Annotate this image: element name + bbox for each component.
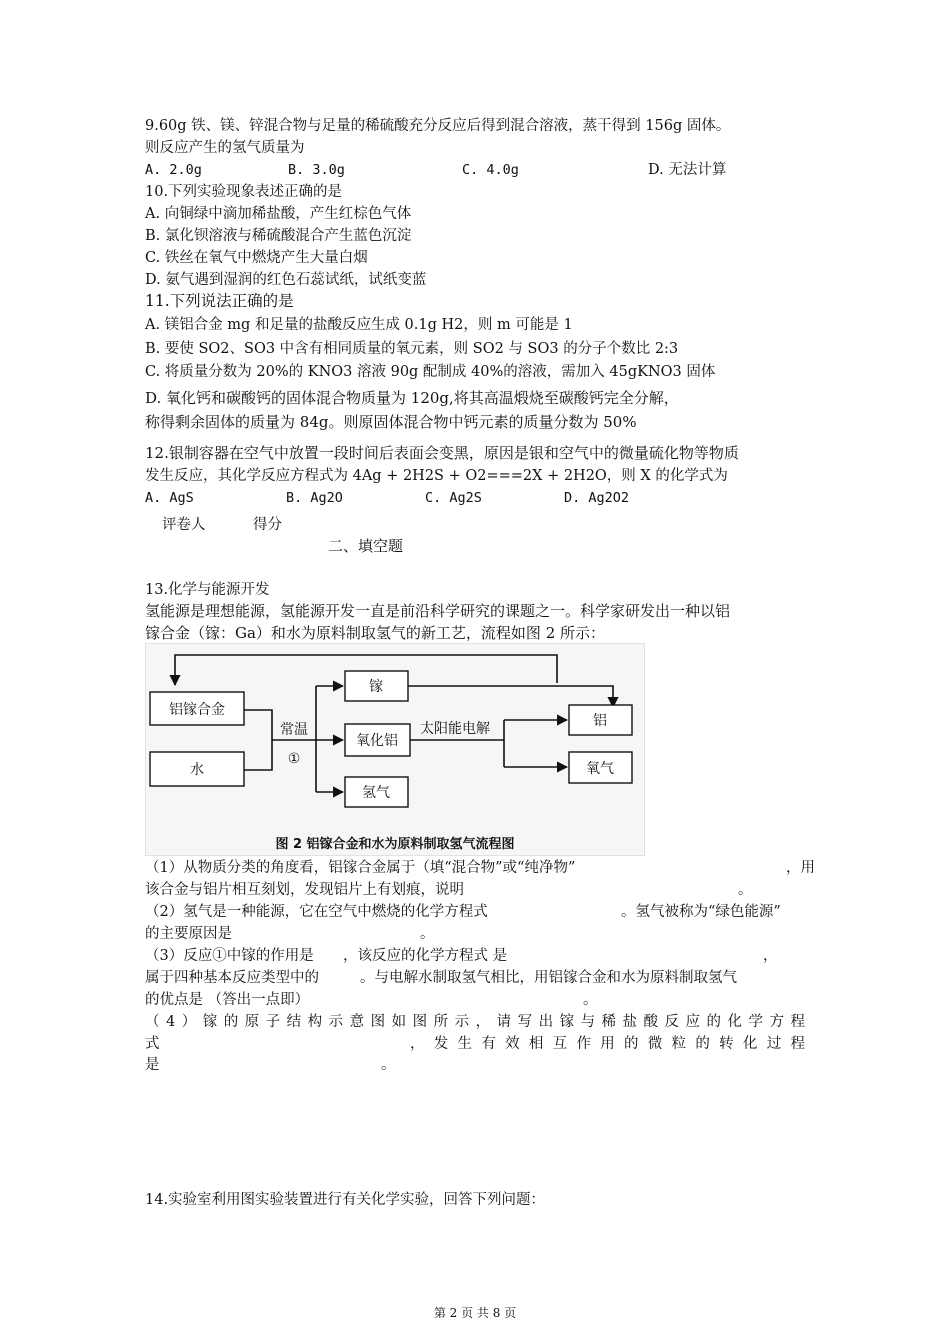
label-hydrogen: 氢气 — [362, 785, 390, 801]
q13-part2-line1-end: 。氢气被称为“绿色能源” — [621, 904, 781, 920]
q9-option-a: A. 2.0g — [145, 162, 202, 178]
q13-part1-line2-end: 。 — [738, 882, 753, 898]
q13-part4-line2-end: ，发生有效相互作用的微粒的转化过程 — [410, 1036, 805, 1052]
label-reaction-1: ① — [287, 751, 301, 767]
q11-option-a: A. 镁铝合金 mg 和足量的盐酸反应生成 0.1g H2，则 m 可能是 1 — [145, 317, 573, 333]
q13-part3-line2-end: 。与电解水制取氢气相比，用铝镓合金和水为原料制取氢气 — [360, 970, 737, 986]
q13-part3-line1: （3）反应①中镓的作用是 — [145, 948, 314, 964]
q10-option-b: B. 氯化钡溶液与稀硫酸混合产生蓝色沉淀 — [145, 228, 412, 244]
q12-option-d: D. Ag2O2 — [564, 490, 630, 506]
label-room-temperature: 常温 — [280, 722, 308, 738]
label-alumina: 氧化铝 — [356, 733, 398, 749]
q13-part2-line2-end: 。 — [420, 926, 435, 942]
grader-score-label: 得分 — [253, 517, 282, 533]
label-solar-electrolysis: 太阳能电解 — [420, 721, 490, 737]
q13-part2-line1: （2）氢气是一种能源，它在空气中燃烧的化学方程式 — [145, 904, 488, 920]
q10-option-c: C. 铁丝在氧气中燃烧产生大量白烟 — [145, 250, 368, 266]
q13-part1-line1: （1）从物质分类的角度看，铝镓合金属于（填“混合物”或“纯净物” — [145, 860, 576, 876]
section-heading: 二、填空题 — [328, 537, 404, 555]
q12-option-b: B. Ag2O — [286, 490, 343, 506]
q13-part3-line1-mid: ，该反应的化学方程式 是 — [343, 948, 508, 964]
q13-part1-line1-end: ，用 — [786, 860, 815, 876]
q10-option-a: A. 向铜绿中滴加稀盐酸，产生红棕色气体 — [145, 206, 412, 222]
q12-option-c: C. Ag2S — [425, 490, 482, 506]
q13-part3-line2: 属于四种基本反应类型中的 — [145, 970, 319, 986]
grader-reviewer-label: 评卷人 — [162, 517, 206, 533]
q11-option-d-line2: 称得剩余固体的质量为 84g。则原固体混合物中钙元素的质量分数为 50% — [145, 413, 637, 431]
q13-part2-line2: 的主要原因是 — [145, 926, 232, 942]
label-water: 水 — [190, 762, 204, 778]
q13-part3-line3: 的优点是 （答出一点即） — [145, 992, 310, 1008]
q12-line1: 12.银制容器在空气中放置一段时间后表面会变黑，原因是银和空气中的微量硫化物等物质 — [145, 444, 739, 462]
q13-part4-line3-end: 。 — [381, 1057, 396, 1073]
q9-option-b: B. 3.0g — [288, 162, 345, 178]
q9-option-c: C. 4.0g — [462, 162, 519, 178]
process-flow-diagram — [145, 643, 645, 856]
label-al-ga-alloy: 铝镓合金 — [169, 702, 225, 718]
q11-option-d-line1: D. 氧化钙和碳酸钙的固体混合物质量为 120g,将其高温煅烧至碳酸钙完全分解， — [145, 389, 679, 407]
q12-line2: 发生反应，其化学反应方程式为 4Ag + 2H2S + O2===2X + 2H2O，则 X 的化学式为 — [145, 468, 728, 484]
q13-title: 13.化学与能源开发 — [145, 582, 270, 598]
q13-part4-line1: （4）镓的原子结构示意图如图所示，请写出镓与稀盐酸反应的化学方程 — [145, 1014, 805, 1030]
q13-intro-line2: 镓合金（镓：Ga）和水为原料制取氢气的新工艺，流程如图 2 所示： — [145, 624, 606, 642]
label-gallium: 镓 — [369, 679, 383, 695]
q11-stem: 11.下列说法正确的是 — [145, 292, 294, 310]
label-oxygen: 氧气 — [586, 761, 614, 777]
q9-line2: 则反应产生的氢气质量为 — [145, 140, 305, 156]
diagram-caption: 图 2 铝镓合金和水为原料制取氢气流程图 — [275, 837, 515, 852]
q14-stem: 14.实验室利用图实验装置进行有关化学实验，回答下列问题： — [145, 1192, 546, 1208]
q13-intro-line1: 氢能源是理想能源，氢能源开发一直是前沿科学研究的课题之一。科学家研发出一种以铝 — [145, 602, 731, 620]
q11-option-b: B. 要使 SO2、SO3 中含有相同质量的氧元素，则 SO2 与 SO3 的分子个数比 2:3 — [145, 341, 679, 357]
q9-line1: 9.60g 铁、镁、锌混合物与足量的稀硫酸充分反应后得到混合溶液，蒸干得到 156g 固体。 — [145, 118, 731, 134]
q9-option-d: D. 无法计算 — [648, 162, 727, 178]
q13-part4-line2: 式 — [145, 1036, 160, 1052]
q13-part4-line3: 是 — [145, 1057, 160, 1073]
q12-option-a: A. AgS — [145, 490, 194, 506]
q13-part1-line2: 该合金与铝片相互刻划，发现铝片上有划痕，说明 — [145, 882, 464, 898]
q13-part3-line1-end: ， — [763, 948, 778, 964]
q10-stem: 10.下列实验现象表述正确的是 — [145, 184, 343, 200]
q10-option-d: D. 氨气遇到湿润的红色石蕊试纸，试纸变蓝 — [145, 272, 427, 288]
label-aluminium: 铝 — [593, 713, 607, 729]
q11-option-c: C. 将质量分数为 20%的 KNO3 溶液 90g 配制成 40%的溶液，需加入 45gKNO3 固体 — [145, 364, 716, 380]
page-number: 第 2 页 共 8 页 — [433, 1306, 517, 1320]
q13-part3-line3-end: 。 — [583, 992, 598, 1008]
